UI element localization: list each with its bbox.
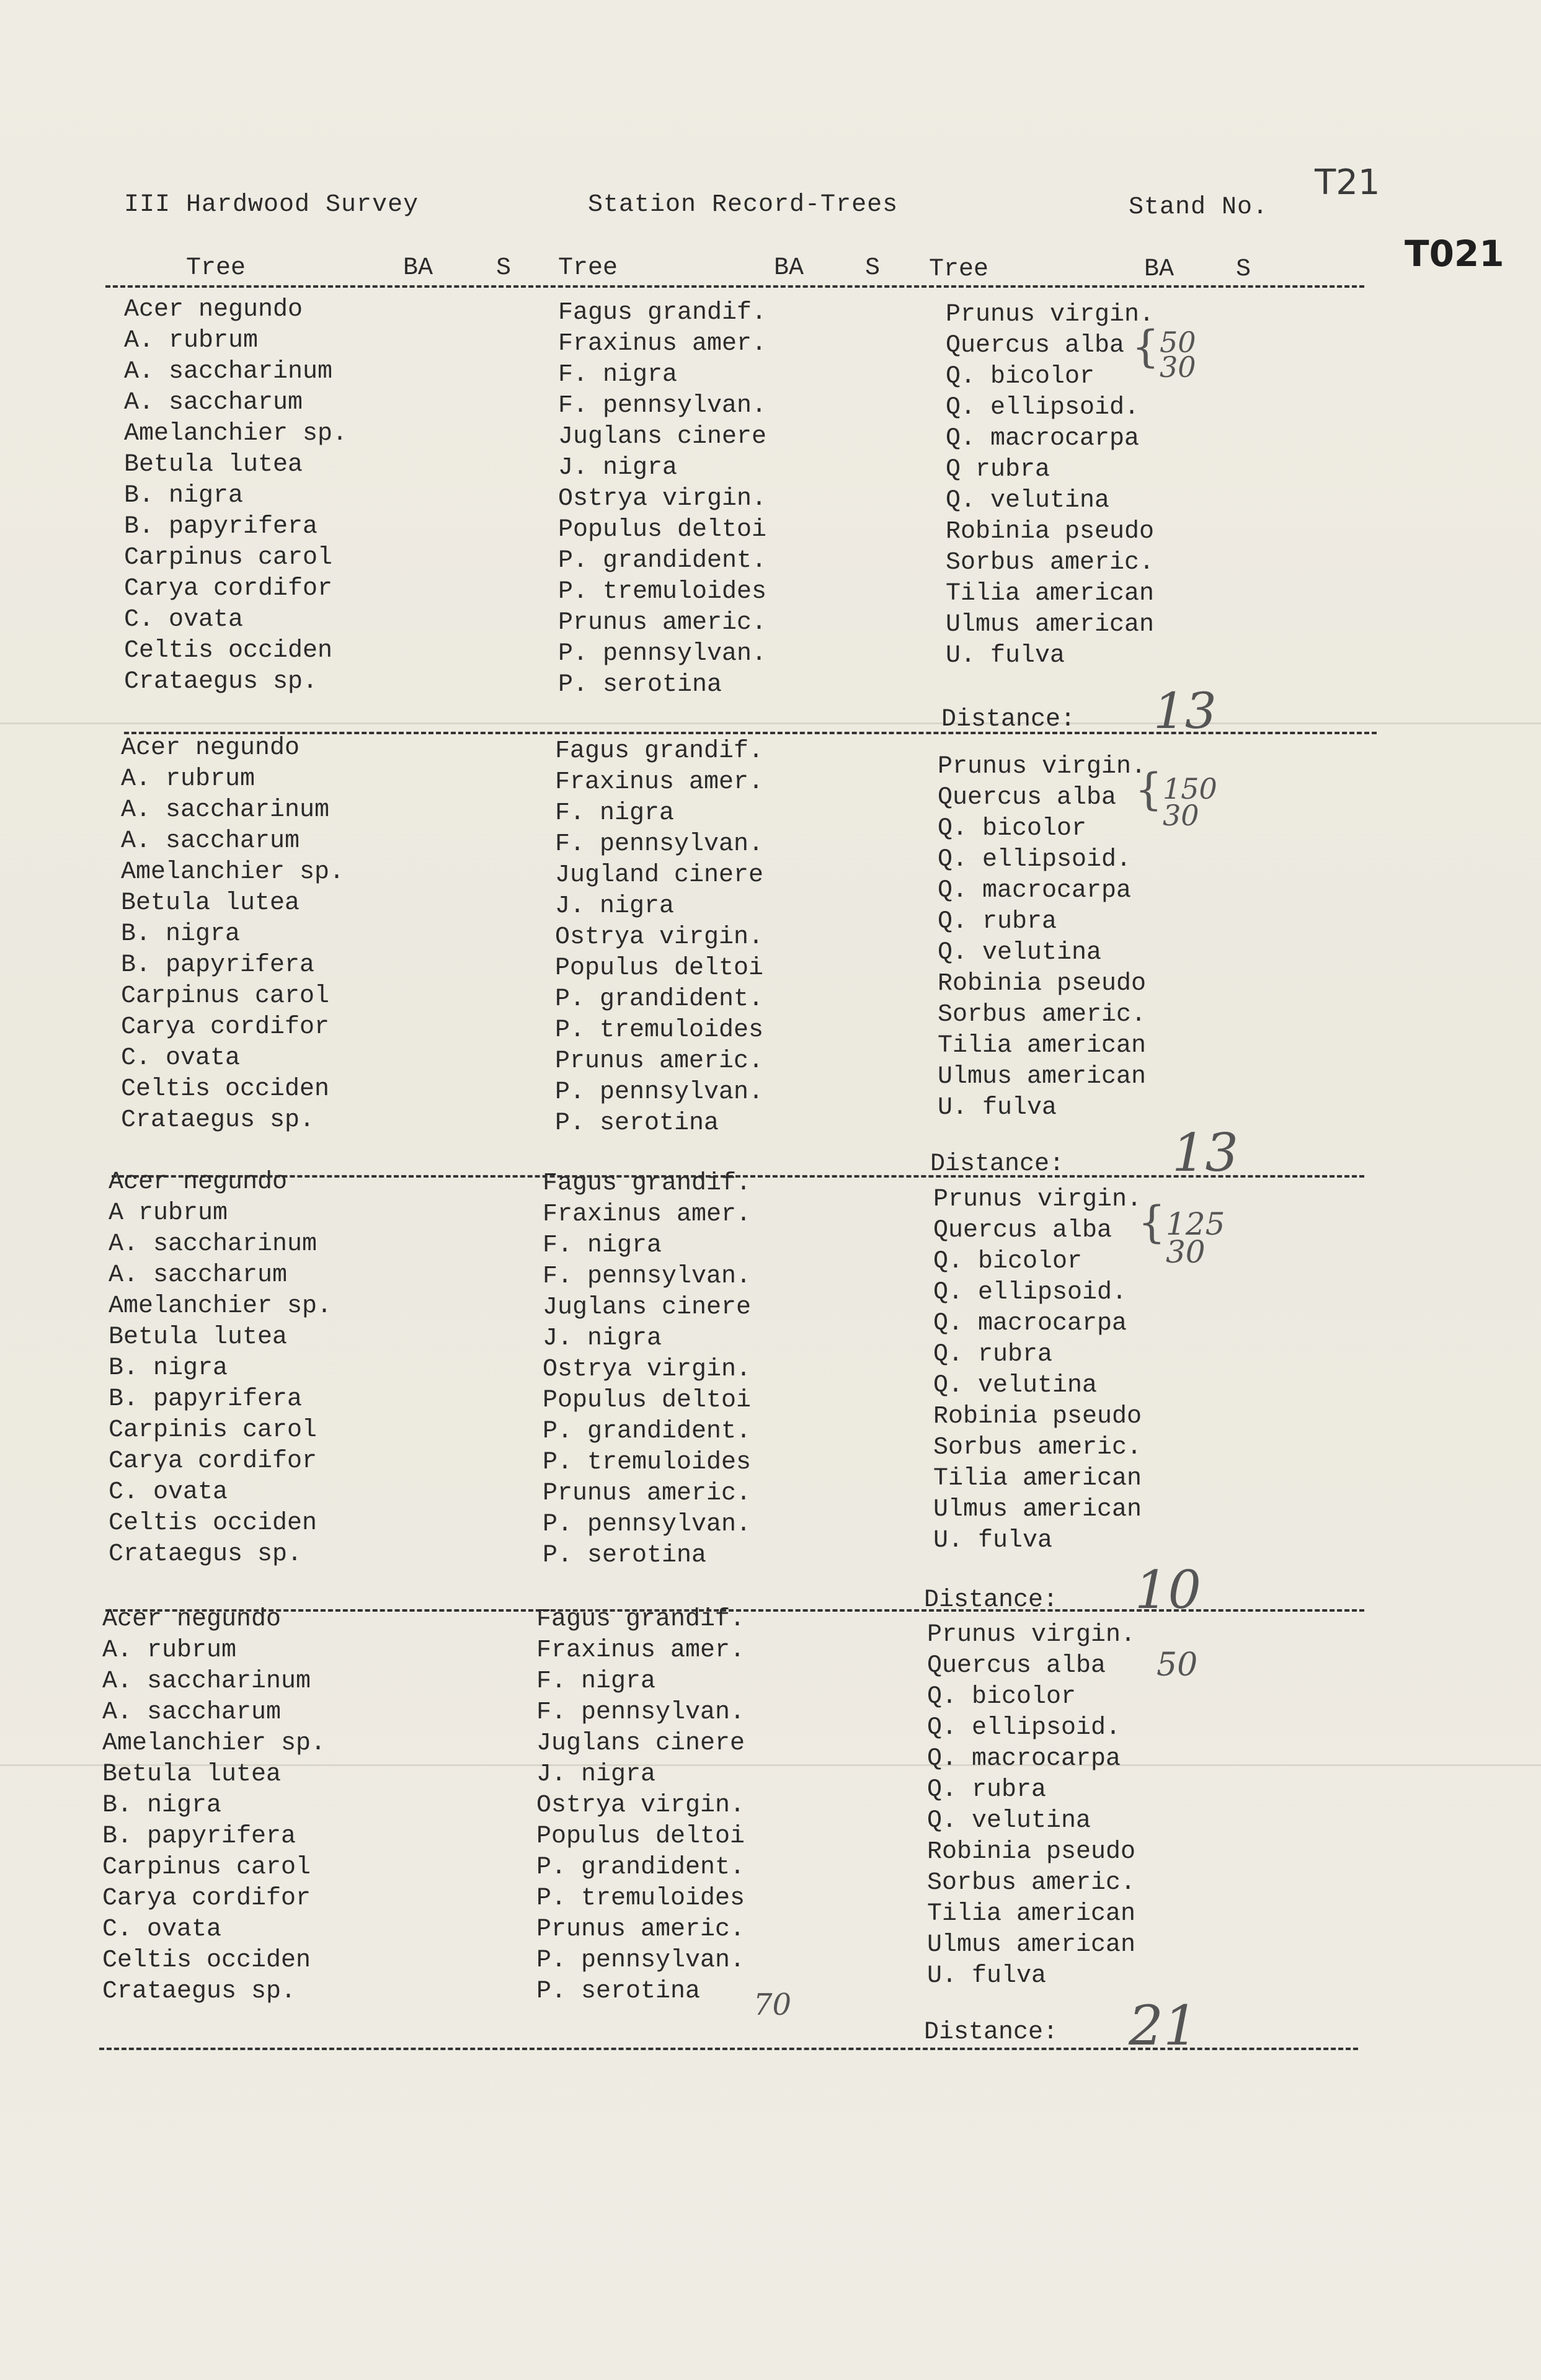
tree-name: P. grandident. xyxy=(543,1418,752,1445)
tree-name: Fagus grandif. xyxy=(558,299,767,327)
tree-name: Q. bicolor xyxy=(938,815,1087,843)
tree-name: P. pennsylvan. xyxy=(543,1511,752,1539)
tree-name: Celtis occiden xyxy=(102,1947,311,1974)
distance-label: Distance: xyxy=(930,1150,1065,1178)
tree-name: Betula lutea xyxy=(124,451,303,479)
tree-name: Carpinis carol xyxy=(109,1416,318,1444)
tree-name: Carya cordifor xyxy=(109,1447,318,1475)
tree-name: Crataegus sp. xyxy=(109,1540,303,1568)
tree-name: Prunus americ. xyxy=(543,1480,752,1507)
tree-name: C. ovata xyxy=(124,606,244,634)
tree-name: Prunus americ. xyxy=(555,1047,764,1075)
tree-name: P. serotina xyxy=(543,1542,707,1570)
tree-name: J. nigra xyxy=(543,1325,662,1352)
tree-name: U. fulva xyxy=(933,1527,1053,1555)
tree-name: B. nigra xyxy=(102,1792,222,1819)
tree-name: Acer negundo xyxy=(121,734,300,762)
tree-name: Crataegus sp. xyxy=(102,1978,296,2005)
stand-stamp: T021 xyxy=(1405,233,1504,275)
tree-name: Q. ellipsoid. xyxy=(938,846,1132,874)
tree-name: P. grandident. xyxy=(555,985,764,1013)
tree-name: Acer negundo xyxy=(124,296,303,324)
handwritten-distance: 10 xyxy=(1135,1560,1201,1620)
tree-name: A. saccharum xyxy=(121,827,300,855)
tree-name: Prunus virgin. xyxy=(927,1621,1136,1649)
tree-name: Robinia pseudo xyxy=(933,1403,1142,1431)
tree-name: C. ovata xyxy=(109,1478,228,1506)
tree-name: F. pennsylvan. xyxy=(536,1698,745,1726)
tree-column-2 xyxy=(558,298,766,701)
tree-name: Ostrya virgin. xyxy=(555,923,764,951)
ba-header: BA xyxy=(1144,255,1175,283)
s-header: S xyxy=(1236,255,1251,283)
tree-name: Q. ellipsoid. xyxy=(946,394,1140,422)
tree-name: Carya cordifor xyxy=(121,1013,330,1041)
tree-name: P. grandident. xyxy=(558,547,767,575)
tree-name: Ostrya virgin. xyxy=(536,1792,745,1819)
tree-name: A. saccharinum xyxy=(109,1230,318,1258)
handwritten-ba: 125 xyxy=(1166,1206,1225,1242)
tree-name: Acer negundo xyxy=(109,1168,288,1196)
tree-column-1 xyxy=(124,295,347,698)
tree-name: A. saccharinum xyxy=(121,796,330,824)
tree-name: Prunus americ. xyxy=(558,609,767,637)
tree-name: Quercus alba xyxy=(933,1217,1112,1245)
tree-header: Tree xyxy=(929,255,989,283)
tree-column-3 xyxy=(927,1620,1135,1992)
record-title: Station Record-Trees xyxy=(588,191,899,219)
tree-name: P. tremuloides xyxy=(558,578,767,606)
tree-name: Amelanchier sp. xyxy=(121,858,345,886)
tree-name: B. papyrifera xyxy=(121,951,315,979)
tree-name: Ulmus american xyxy=(927,1931,1136,1959)
tree-name: F. nigra xyxy=(555,799,675,827)
tree-name: P. tremuloides xyxy=(555,1016,764,1044)
tree-name: Betula lutea xyxy=(121,889,300,917)
tree-name: Betula lutea xyxy=(102,1761,282,1788)
paper-fold xyxy=(0,722,1541,724)
tree-name: Q. macrocarpa xyxy=(933,1310,1127,1338)
tree-name: A. saccharinum xyxy=(102,1667,311,1695)
tree-name: P. serotina xyxy=(536,1978,701,2005)
tree-name: Fagus grandif. xyxy=(543,1170,752,1197)
tree-name: Populus deltoi xyxy=(536,1823,745,1850)
tree-name: Q. velutina xyxy=(946,487,1110,515)
tree-name: Carya cordifor xyxy=(124,575,333,603)
brace-mark: { xyxy=(1135,764,1163,815)
tree-name: C. ovata xyxy=(121,1044,241,1072)
tree-name: P. serotina xyxy=(555,1109,719,1137)
tree-column-1 xyxy=(121,733,344,1136)
tree-name: Q. macrocarpa xyxy=(946,425,1140,453)
tree-name: Juglans cinere xyxy=(536,1729,745,1757)
tree-name: Ostrya virgin. xyxy=(543,1356,752,1383)
tree-header: Tree xyxy=(558,254,618,282)
tree-name: Juglans cinere xyxy=(543,1294,752,1321)
handwritten-ba: 50 xyxy=(1157,1646,1198,1684)
tree-name: C. ovata xyxy=(102,1916,222,1943)
tree-name: Prunus virgin. xyxy=(946,301,1155,329)
dashed-separator xyxy=(105,285,1364,288)
tree-name: Tilia american xyxy=(933,1465,1142,1493)
tree-name: U. fulva xyxy=(946,642,1065,670)
tree-column-3 xyxy=(933,1184,1142,1556)
tree-name: Quercus alba xyxy=(927,1652,1106,1680)
tree-name: Amelanchier sp. xyxy=(124,420,348,448)
tree-name: Fraxinus amer. xyxy=(543,1201,752,1228)
tree-name: Fagus grandif. xyxy=(555,737,764,765)
tree-name: F. pennsylvan. xyxy=(558,392,767,420)
tree-name: J. nigra xyxy=(536,1761,656,1788)
tree-name: Tilia american xyxy=(927,1900,1136,1928)
tree-name: B. nigra xyxy=(124,482,244,510)
tree-name: Prunus virgin. xyxy=(938,753,1147,781)
tree-name: Q rubra xyxy=(946,456,1050,484)
dashed-separator xyxy=(99,2048,1358,2050)
s-header: S xyxy=(865,254,881,282)
tree-name: Prunus americ. xyxy=(536,1916,745,1943)
tree-name: Sorbus americ. xyxy=(927,1869,1136,1897)
tree-column-3 xyxy=(946,300,1154,672)
tree-name: A. rubrum xyxy=(124,327,259,355)
distance-label: Distance: xyxy=(941,706,1076,734)
tree-name: Carya cordifor xyxy=(102,1885,311,1912)
tree-name: Ulmus american xyxy=(933,1496,1142,1524)
tree-name: Q. ellipsoid. xyxy=(927,1714,1121,1742)
tree-name: U. fulva xyxy=(927,1962,1047,1990)
distance-label: Distance: xyxy=(924,2018,1059,2046)
handwritten-ba: 50 xyxy=(1160,326,1196,359)
tree-name: B. nigra xyxy=(109,1354,228,1382)
tree-name: Fraxinus amer. xyxy=(558,330,767,358)
tree-name: P. serotina xyxy=(558,671,722,699)
tree-name: Amelanchier sp. xyxy=(109,1292,332,1320)
tree-name: Populus deltoi xyxy=(543,1387,752,1414)
tree-name: Q. bicolor xyxy=(933,1248,1083,1276)
handwritten-distance: 21 xyxy=(1129,1994,1198,2058)
handwritten-ba: 150 xyxy=(1163,772,1217,806)
tree-name: Celtis occiden xyxy=(121,1075,330,1103)
tree-name: U. fulva xyxy=(938,1094,1057,1122)
tree-name: P. pennsylvan. xyxy=(536,1947,745,1974)
tree-name: Carpinus carol xyxy=(124,544,333,572)
tree-column-2 xyxy=(536,1604,745,2007)
brace-mark: { xyxy=(1132,321,1160,372)
tree-name: Jugland cinere xyxy=(555,861,764,889)
brace-mark: { xyxy=(1138,1197,1166,1248)
handwritten-ba: 30 xyxy=(1163,799,1199,832)
tree-column-3 xyxy=(938,752,1146,1124)
tree-name: Q. ellipsoid. xyxy=(933,1279,1127,1307)
ba-header: BA xyxy=(774,254,804,282)
tree-name: B. papyrifera xyxy=(109,1385,303,1413)
tree-name: B. nigra xyxy=(121,920,241,948)
tree-name: P. grandident. xyxy=(536,1854,745,1881)
tree-name: B. papyrifera xyxy=(102,1823,296,1850)
tree-name: B. papyrifera xyxy=(124,513,318,541)
tree-name: Robinia pseudo xyxy=(927,1838,1136,1866)
distance-label: Distance: xyxy=(924,1586,1059,1614)
tree-name: Populus deltoi xyxy=(558,516,767,544)
tree-name: Ostrya virgin. xyxy=(558,485,767,513)
survey-title: III Hardwood Survey xyxy=(124,191,419,219)
tree-name: P. tremuloides xyxy=(543,1449,752,1476)
handwritten-distance: 13 xyxy=(1172,1122,1238,1183)
handwritten-ba: 30 xyxy=(1160,350,1196,384)
tree-name: Carpinus carol xyxy=(121,982,330,1010)
tree-name: Amelanchier sp. xyxy=(102,1729,326,1757)
tree-name: Q. velutina xyxy=(927,1807,1091,1835)
stand-number-handwritten: T21 xyxy=(1315,162,1380,203)
tree-column-1 xyxy=(102,1604,326,2007)
tree-name: A. rubrum xyxy=(121,765,255,793)
tree-name: A. saccharum xyxy=(102,1698,282,1726)
tree-name: Q. bicolor xyxy=(927,1683,1077,1711)
tree-header: Tree xyxy=(186,254,246,282)
tree-name: A. rubrum xyxy=(102,1636,237,1664)
tree-name: Betula lutea xyxy=(109,1323,288,1351)
tree-name: Celtis occiden xyxy=(124,637,333,665)
tree-name: Q. rubra xyxy=(927,1776,1047,1804)
tree-column-1 xyxy=(109,1167,332,1570)
tree-name: P. pennsylvan. xyxy=(555,1078,764,1106)
tree-name: Fraxinus amer. xyxy=(536,1636,745,1664)
tree-name: J. nigra xyxy=(558,454,678,482)
tree-name: J. nigra xyxy=(555,892,675,920)
tree-name: Crataegus sp. xyxy=(121,1106,315,1134)
tree-name: Ulmus american xyxy=(938,1063,1147,1091)
tree-name: P. pennsylvan. xyxy=(558,640,767,668)
tree-name: A. saccharinum xyxy=(124,358,333,386)
tree-name: Fagus grandif. xyxy=(536,1605,745,1633)
ba-header: BA xyxy=(403,254,433,282)
tree-name: Q. macrocarpa xyxy=(938,877,1132,905)
handwritten-distance: 13 xyxy=(1153,682,1217,740)
handwritten-ba: 30 xyxy=(1166,1234,1206,1270)
tree-name: Juglans cinere xyxy=(558,423,767,451)
tree-name: Acer negundo xyxy=(102,1605,282,1633)
tree-name: P. tremuloides xyxy=(536,1885,745,1912)
tree-name: Crataegus sp. xyxy=(124,668,318,696)
tree-name: Populus deltoi xyxy=(555,954,764,982)
tree-name: Q. velutina xyxy=(933,1372,1098,1400)
tree-name: F. pennsylvan. xyxy=(543,1263,752,1290)
tree-name: Fraxinus amer. xyxy=(555,768,764,796)
tree-name: Quercus alba xyxy=(946,332,1125,360)
tree-name: F. pennsylvan. xyxy=(555,830,764,858)
tree-name: Q. rubra xyxy=(938,908,1057,936)
tree-name: Sorbus americ. xyxy=(946,549,1155,577)
tree-name: Tilia american xyxy=(946,580,1155,608)
tree-name: Carpinus carol xyxy=(102,1854,311,1881)
s-header: S xyxy=(496,254,512,282)
tree-name: Prunus virgin. xyxy=(933,1186,1142,1214)
tree-name: Sorbus americ. xyxy=(933,1434,1142,1462)
tree-name: F. nigra xyxy=(536,1667,656,1695)
tree-name: Celtis occiden xyxy=(109,1509,318,1537)
tree-name: A rubrum xyxy=(109,1199,228,1227)
handwritten-ba: 70 xyxy=(753,1987,792,2022)
tree-name: Q. bicolor xyxy=(946,363,1095,391)
tree-name: Q. macrocarpa xyxy=(927,1745,1121,1773)
tree-name: Q. rubra xyxy=(933,1341,1053,1369)
tree-column-2 xyxy=(543,1168,751,1571)
tree-name: Tilia american xyxy=(938,1032,1147,1060)
tree-name: Robinia pseudo xyxy=(946,518,1155,546)
tree-name: F. nigra xyxy=(558,361,678,389)
tree-name: Q. velutina xyxy=(938,939,1102,967)
stand-label: Stand No. xyxy=(1129,193,1269,221)
tree-column-2 xyxy=(555,736,763,1139)
tree-name: Robinia pseudo xyxy=(938,970,1147,998)
tree-name: Sorbus americ. xyxy=(938,1001,1147,1029)
tree-name: A. saccharum xyxy=(109,1261,288,1289)
tree-name: F. nigra xyxy=(543,1232,662,1259)
tree-name: A. saccharum xyxy=(124,389,303,417)
tree-name: Ulmus american xyxy=(946,611,1155,639)
tree-name: Quercus alba xyxy=(938,784,1117,812)
